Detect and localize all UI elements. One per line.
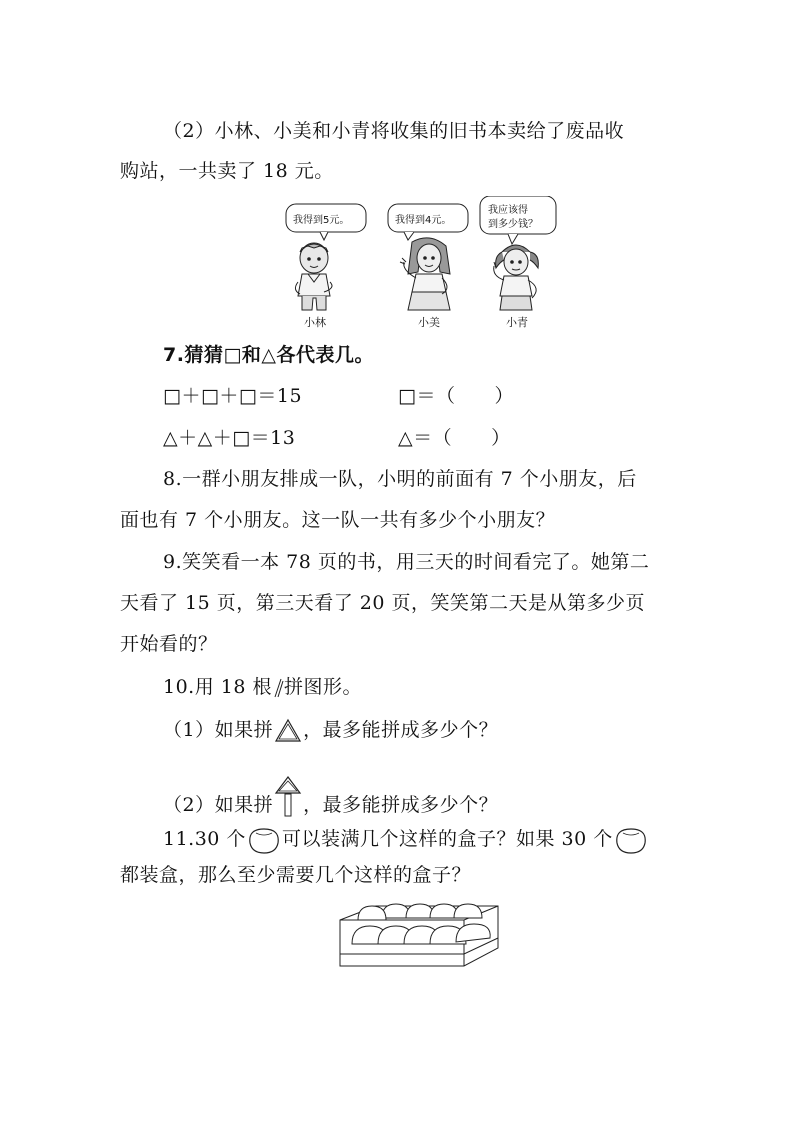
q10-sub1-b: ，最多能拼成多少个？ [303,719,499,741]
peach-box-illustration [336,898,502,970]
kid2-name: 小美 [418,316,440,329]
q10-sub2-a: （2）如果拼 [163,794,274,816]
q11-line1 [163,825,649,855]
q10-sub2-b: ，最多能拼成多少个？ [303,794,499,816]
q7-title: 7.猜猜□和△各代表几。 [163,344,375,366]
kid2-bubble-text: 我得到4元。 [395,215,452,226]
q11-line1-a: 11.30 个 [163,828,246,850]
kid3-bubble-line1: 我应该得 [488,205,528,216]
kid3-bubble-line2: 到多少钱？ [488,219,538,230]
q9-line3: 开始看的？ [120,633,218,655]
q7-ans1: □＝（ ） [398,385,514,407]
q10-sub1-a: （1）如果拼 [163,719,274,741]
q7-eq1: □＋□＋□＝15 [163,385,303,407]
kid3-name: 小青 [506,316,528,329]
q8-line2: 面也有 7 个小朋友。这一队一共有多少个小朋友？ [120,509,556,531]
triangle-sticks-icon [273,717,303,745]
kid1-name: 小林 [304,316,326,329]
peach-box-drawing [336,898,502,970]
kids-illustration [280,196,560,330]
q11-line2: 都装盒，那么至少需要几个这样的盒子？ [120,864,472,886]
peach-icon [246,825,282,855]
q9-line2: 天看了 15 页，第三天看了 20 页，笑笑第二天是从第多少页 [120,592,646,614]
q6-2-line2: 购站，一共卖了 18 元。 [120,160,334,182]
arrow-sticks-icon [273,775,303,819]
q7-eq2: △＋△＋□＝13 [163,427,296,449]
peach-icon-2 [613,825,649,855]
q9-line1: 9.笑笑看一本 78 页的书，用三天的时间看完了。她第二 [163,551,650,573]
q10-title-b: 拼图形。 [283,676,362,698]
q8-line1: 8.一群小朋友排成一队，小明的前面有 7 个小朋友，后 [163,468,637,490]
stick-icon [272,677,284,699]
q6-2-line1: （2）小林、小美和小青将收集的旧书本卖给了废品收 [163,120,625,142]
q10-sub2 [163,775,498,819]
q7-ans2: △＝（ ） [398,427,511,449]
q10-title [163,673,362,701]
q11-line1-b: 可以装满几个这样的盒子？如果 30 个 [281,828,613,850]
q10-title-a: 10.用 18 根 [163,676,272,698]
q10-sub1 [163,716,498,745]
kid1-bubble-text: 我得到5元。 [293,215,350,226]
